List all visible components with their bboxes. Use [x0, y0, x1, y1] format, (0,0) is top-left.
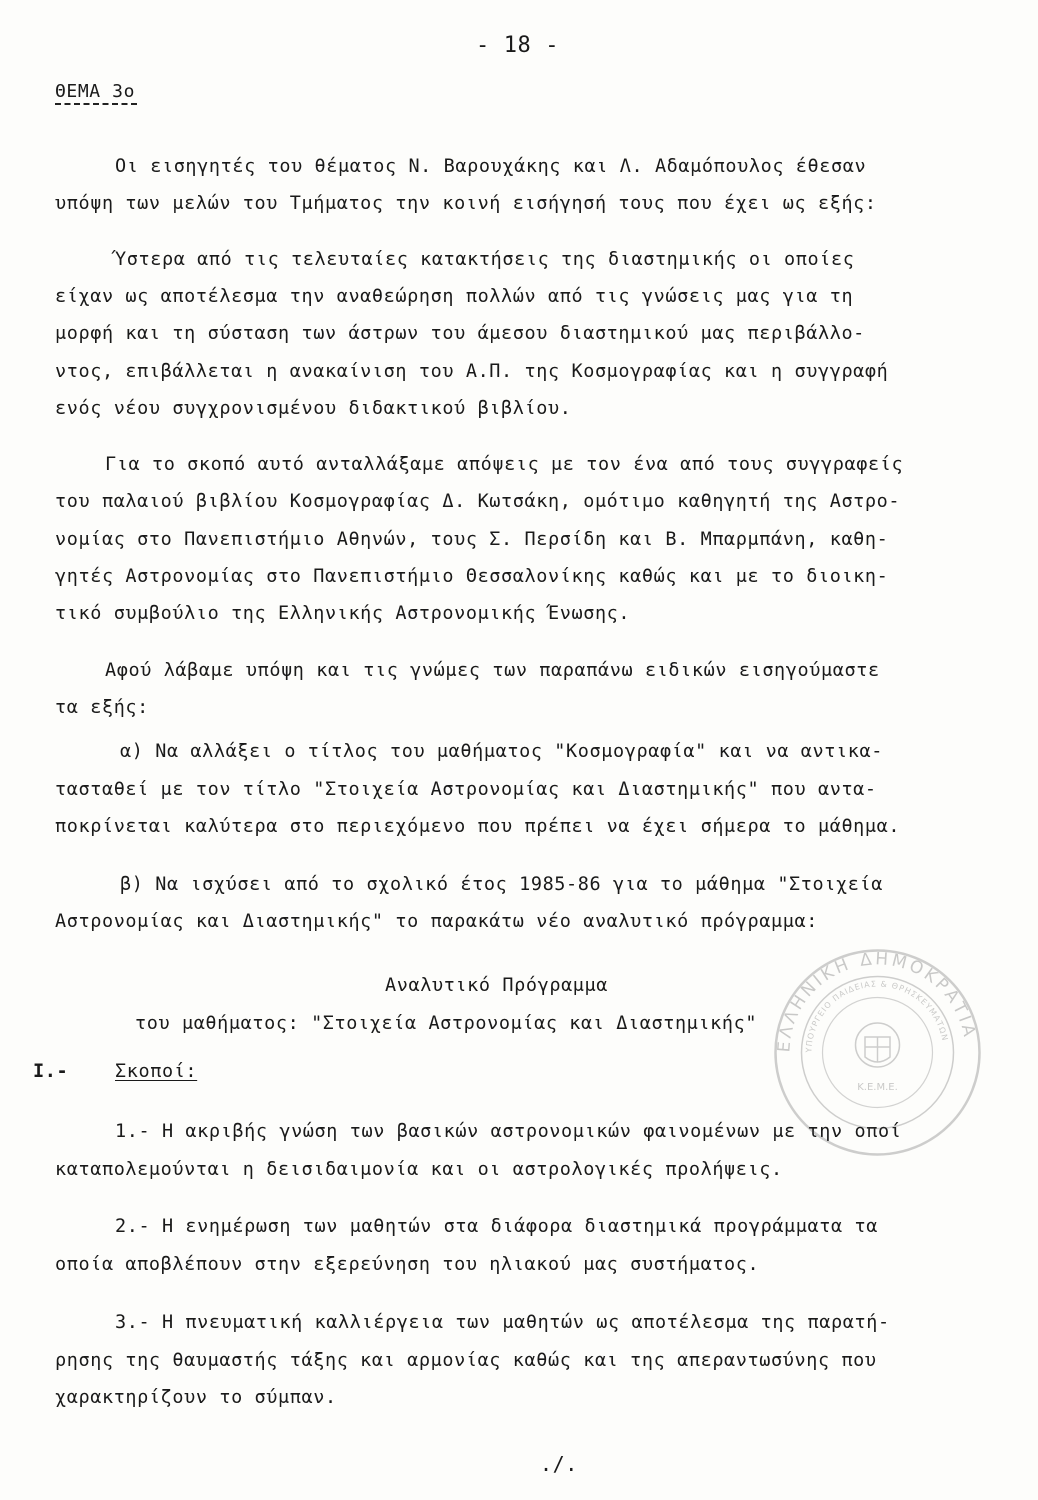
page-number: - 18 - — [476, 33, 560, 58]
item-a-line-1: α) Να αλλάξει ο τίτλος του μαθήματος "Κοσμογραφία" και να αντικα- — [120, 741, 883, 762]
stamp-ring-text: ΕΛΛΗΝΙΚΗ ΔΗΜΟΚΡΑΤΙΑ — [774, 949, 980, 1053]
para2-line-4: γητές Αστρονομίας στο Πανεπιστήμιο Θεσσαλονίκης καθώς και με το διοικη- — [55, 566, 889, 587]
goal3-line-3: χαρακτηρίζουν το σύμπαν. — [55, 1387, 337, 1408]
intro-line-2: υπόψη των μελών του Τμήματος την κοινή εισήγησή τους που έχει ως εξής: — [55, 193, 877, 214]
goal3-line-2: ρησης της θαυμαστής τάξης και αρμονίας καθώς και της απεραντωσύνης που — [55, 1350, 877, 1371]
official-stamp-seal — [770, 945, 985, 1160]
goal1-line-2: καταπολεμούνται η δεισιδαιμονία και οι αστρολογικές προλήψεις. — [55, 1159, 783, 1180]
program-title: Αναλυτικό Πρόγραμμα — [385, 975, 609, 996]
para2-line-1: Για το σκοπό αυτό ανταλλάξαμε απόψεις με τον ένα από τους συγγραφείς — [105, 454, 904, 475]
program-subtitle: του μαθήματος: "Στοιχεία Αστρονομίας και Διαστημικής" — [135, 1013, 758, 1034]
item-a-line-3: ποκρίνεται καλύτερα στο περιεχόμενο που πρέπει να έχει σήμερα το μάθημα. — [55, 816, 901, 837]
para1-line-3: μορφή και τη σύσταση των άστρων του άμεσου διαστημικού μας περιβάλλο- — [55, 323, 865, 344]
para1-line-1: Ύστερα από τις τελευταίες κατακτήσεις της διαστημικής οι οποίες — [115, 249, 855, 270]
para1-line-4: ντος, επιβάλλεται η ανακαίνιση του Α.Π. της Κοσμογραφίας και η συγγραφή — [55, 361, 889, 382]
para2-line-3: νομίας στο Πανεπιστήμιο Αθηνών, τους Σ. Περσίδη και Β. Μπαρμπάνη, καθη- — [55, 529, 889, 550]
section-number: Ι.- — [33, 1061, 69, 1082]
stamp-bottom-text: Κ.Ε.Μ.Ε. — [857, 1082, 898, 1093]
coat-of-arms-icon — [856, 1023, 900, 1067]
para1-line-5: ενός νέου συγχρονισμένου διδακτικού βιβλίου. — [55, 398, 572, 419]
para2-line-5: τικό συμβούλιο της Ελληνικής Αστρονομικής Ένωσης. — [55, 603, 631, 624]
closing-mark: ./. — [540, 1452, 578, 1476]
section-heading: ΘΕΜΑ 3ο — [55, 81, 136, 102]
para3-line-2: τα εξής: — [55, 697, 149, 718]
item-a-line-2: τασταθεί με τον τίτλο "Στοιχεία Αστρονομίας και Διαστημικής" που αντα- — [55, 779, 877, 800]
item-b-line-2: Αστρονομίας και Διαστημικής" το παρακάτω νέο αναλυτικό πρόγραμμα: — [55, 911, 818, 932]
section-title: Σκοποί: — [115, 1061, 198, 1082]
goal3-line-1: 3.- Η πνευματική καλλιέργεια των μαθητών ως αποτέλεσμα της παρατή- — [115, 1312, 890, 1333]
para2-line-2: του παλαιού βιβλίου Κοσμογραφίας Δ. Κωτσάκη, ομότιμο καθηγητή της Αστρο- — [55, 491, 901, 512]
goal1-line-1: 1.- Η ακριβής γνώση των βασικών αστρονομικών φαινομένων με την οποί — [115, 1121, 902, 1142]
para1-line-2: είχαν ως αποτέλεσμα την αναθεώρηση πολλών από τις γνώσεις μας για τη — [55, 286, 854, 307]
item-b-line-1: β) Να ισχύσει από το σχολικό έτος 1985-86 για το μάθημα "Στοιχεία — [120, 874, 883, 895]
intro-line-1: Οι εισηγητές του θέματος Ν. Βαρουχάκης και Λ. Αδαμόπουλος έθεσαν — [115, 156, 867, 177]
heading-underline — [55, 103, 137, 105]
goal2-line-2: οποία αποβλέπουν στην εξερεύνηση του ηλιακού μας συστήματος. — [55, 1254, 760, 1275]
stamp-inner-text: ΥΠΟΥΡΓΕΙΟ ΠΑΙΔΕΙΑΣ & ΘΡΗΣΚΕΥΜΑΤΩΝ — [804, 979, 950, 1053]
para3-line-1: Αφού λάβαμε υπόψη και τις γνώμες των παραπάνω ειδικών εισηγούμαστε — [105, 660, 880, 681]
goal2-line-1: 2.- Η ενημέρωση των μαθητών στα διάφορα διαστημικά προγράμματα τα — [115, 1216, 878, 1237]
